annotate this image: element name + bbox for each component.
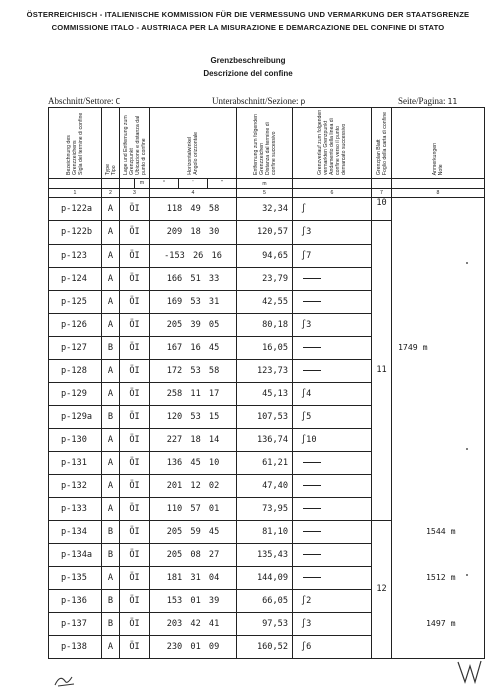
straight-line-icon (303, 554, 321, 555)
section-label: Abschnitt/Settore: (48, 96, 114, 106)
table-row (49, 198, 485, 221)
boundary-course (293, 451, 372, 474)
marker-position: ÖI (120, 221, 150, 245)
marker-position: ÖI (120, 613, 150, 636)
course-symbol: ∫ (301, 204, 307, 214)
marker-position: ÖI (120, 451, 150, 474)
horizontal-angle: 201 12 02 (150, 474, 237, 497)
straight-line-icon (303, 508, 321, 509)
marker-position: ÖI (120, 359, 150, 382)
distance-next: 123,73 (237, 359, 293, 382)
horizontal-angle: 205 08 27 (150, 544, 237, 567)
marker-id: p-134 (49, 520, 102, 544)
distance-next: 73,95 (237, 497, 293, 520)
marker-type: A (102, 313, 120, 336)
horizontal-angle: 230 01 09 (150, 636, 237, 659)
course-symbol: ∫5 (301, 411, 312, 422)
commission-header-it: COMMISSIONE ITALO - AUSTRIACA PER LA MISURAZIONE E DEMARCAZIONE DEL CONFINE DI STATO (51, 23, 445, 32)
marker-type: A (102, 567, 120, 590)
marker-position: ÖI (120, 544, 150, 567)
horizontal-angle: 209 18 30 (150, 221, 237, 245)
boundary-course (293, 198, 372, 221)
commission-header-de: ÖSTERREICHISCH - ITALIENISCHE KOMMISSION FÜR DIE VERMESSUNG UND VERMARKUNG DER STAATSGRENZE (26, 10, 470, 19)
boundary-course (293, 244, 372, 267)
boundary-table (48, 107, 485, 659)
document-title-de: Grenzbeschreibung (210, 56, 286, 65)
horizontal-angle: 227 18 14 (150, 428, 237, 451)
horizontal-angle: 169 53 31 (150, 290, 237, 313)
course-symbol: ∫3 (301, 319, 312, 330)
distance-next: 42,55 (237, 290, 293, 313)
col-header-sheet: Grenzplan Blatt Foglio della carta di confine (372, 108, 392, 179)
boundary-course (293, 428, 372, 451)
distance-next: 160,52 (237, 636, 293, 659)
marker-type: B (102, 520, 120, 544)
marker-position: ÖI (120, 382, 150, 405)
distance-next: 16,05 (237, 336, 293, 359)
marker-id: p-122b (49, 221, 102, 245)
horizontal-angle: 203 42 41 (150, 613, 237, 636)
marker-type: B (102, 544, 120, 567)
distance-note: 1512 m (426, 572, 456, 582)
horizontal-angle: 153 01 39 (150, 590, 237, 613)
distance-next: 120,57 (237, 221, 293, 245)
marker-position: ÖI (120, 267, 150, 290)
boundary-course (293, 590, 372, 613)
page-field (398, 96, 457, 106)
page-label: Seite/Pagina: (398, 96, 446, 106)
distance-next: 45,13 (237, 382, 293, 405)
horizontal-angle: 258 11 17 (150, 382, 237, 405)
marker-type: A (102, 198, 120, 221)
distance-next: 61,21 (237, 451, 293, 474)
boundary-course (293, 544, 372, 567)
margin-dot (466, 262, 468, 264)
marker-type: A (102, 451, 120, 474)
boundary-course (293, 613, 372, 636)
marker-id: p-129 (49, 382, 102, 405)
col-header-position: Lage und Entfernung zum Grenzpunkt Ubicazione e distanza dal punto di confine (120, 108, 150, 179)
unit-distance: m (237, 179, 293, 189)
marker-position: ÖI (120, 336, 150, 359)
horizontal-angle: 181 31 04 (150, 567, 237, 590)
marker-id: p-125 (49, 290, 102, 313)
page-value: 11 (447, 97, 458, 106)
horizontal-angle: 166 51 33 (150, 267, 237, 290)
document-title-it: Descrizione del confine (203, 69, 293, 78)
marker-position: ÖI (120, 428, 150, 451)
marker-position: ÖI (120, 567, 150, 590)
marker-id: p-133 (49, 497, 102, 520)
distance-next: 107,53 (237, 405, 293, 428)
marker-position: ÖI (120, 313, 150, 336)
marker-position: ÖI (120, 290, 150, 313)
boundary-course (293, 474, 372, 497)
boundary-course (293, 313, 372, 336)
distance-next: 32,34 (237, 198, 293, 221)
boundary-course (293, 497, 372, 520)
boundary-course (293, 290, 372, 313)
section-value: C (115, 97, 121, 106)
course-symbol: ∫4 (301, 388, 312, 399)
subsection-value: p (300, 97, 306, 106)
col-header-notes: Anmerkungen Note (392, 108, 485, 179)
marker-id: p-138 (49, 636, 102, 659)
margin-dot (466, 448, 468, 450)
horizontal-angle: 136 45 10 (150, 451, 237, 474)
column-header-row (49, 108, 485, 179)
course-symbol: ∫3 (301, 619, 312, 629)
distance-next: 144,09 (237, 567, 293, 590)
straight-line-icon (303, 347, 321, 348)
boundary-course (293, 267, 372, 290)
course-symbol: ∫2 (301, 596, 312, 606)
horizontal-angle: 172 53 58 (150, 359, 237, 382)
marker-type: A (102, 359, 120, 382)
boundary-course (293, 636, 372, 659)
distance-note: 1749 m (398, 342, 428, 352)
column-number-row: 1 2 3 4 5 6 7 8 (49, 189, 485, 198)
straight-line-icon (303, 462, 321, 463)
subsection-field (212, 96, 305, 106)
marker-id: p-128 (49, 359, 102, 382)
col-header-course: Grenzverlauf zum folgenden vermarkten Grenzpunkt Andamento della linea di confine verso il punto demarcato successivo (293, 108, 372, 179)
distance-next: 81,10 (237, 520, 293, 544)
marker-type: A (102, 221, 120, 245)
marker-type: B (102, 613, 120, 636)
col-header-type: Type Tipo (102, 108, 120, 179)
marker-id: p-132 (49, 474, 102, 497)
distance-next: 66,05 (237, 590, 293, 613)
boundary-course (293, 336, 372, 359)
units-row (49, 179, 485, 189)
straight-line-icon (303, 301, 321, 302)
col-header-distance: Entfernung zum folgenden Grenzzeichen Distanza dal termine di confine successivo (237, 108, 293, 179)
horizontal-angle: 205 59 45 (150, 520, 237, 544)
unit-angle: ° ' '' (150, 179, 237, 189)
horizontal-angle: 120 53 15 (150, 405, 237, 428)
marker-type: A (102, 382, 120, 405)
distance-next: 136,74 (237, 428, 293, 451)
marker-position: ÖI (120, 497, 150, 520)
marker-id: p-127 (49, 336, 102, 359)
marker-position: ÖI (120, 520, 150, 544)
distance-note: 1544 m (426, 526, 456, 536)
subsection-label: Unterabschnitt/Sezione: (212, 96, 299, 106)
marker-id: p-126 (49, 313, 102, 336)
col-header-angle: Horizontalwinkel Angolo orizzontale (150, 108, 237, 179)
horizontal-angle: 118 49 58 (150, 198, 237, 221)
marker-type: A (102, 244, 120, 267)
marker-id: p-129a (49, 405, 102, 428)
marker-type: B (102, 590, 120, 613)
marker-type: A (102, 497, 120, 520)
handwritten-mark-left (52, 672, 78, 688)
boundary-course (293, 520, 372, 544)
marker-id: p-136 (49, 590, 102, 613)
marker-type: A (102, 428, 120, 451)
marker-id: p-122a (49, 198, 102, 221)
distance-next: 97,53 (237, 613, 293, 636)
marker-position: ÖI (120, 405, 150, 428)
straight-line-icon (303, 485, 321, 486)
boundary-rows (49, 198, 485, 659)
horizontal-angle: -153 26 16 (150, 244, 237, 267)
marker-id: p-137 (49, 613, 102, 636)
horizontal-angle: 167 16 45 (150, 336, 237, 359)
course-symbol: ∫10 (301, 434, 317, 445)
marker-position: ÖI (120, 590, 150, 613)
boundary-course (293, 567, 372, 590)
horizontal-angle: 205 39 05 (150, 313, 237, 336)
marker-type: A (102, 290, 120, 313)
col-header-marker: Bezeichnung des Grenzzeichens Sigla del termine di confine (49, 108, 102, 179)
distance-note: 1497 m (426, 618, 456, 628)
marker-id: p-134a (49, 544, 102, 567)
course-symbol: ∫7 (301, 250, 312, 261)
marker-type: A (102, 474, 120, 497)
boundary-course (293, 405, 372, 428)
marker-type: B (102, 405, 120, 428)
marker-position: ÖI (120, 474, 150, 497)
course-symbol: ∫3 (301, 227, 312, 238)
straight-line-icon (303, 531, 321, 532)
boundary-course (293, 359, 372, 382)
horizontal-angle: 110 57 01 (150, 497, 237, 520)
marker-type: A (102, 636, 120, 659)
boundary-course (293, 221, 372, 245)
handwritten-initials-right (455, 658, 485, 686)
marker-id: p-135 (49, 567, 102, 590)
notes-column (392, 198, 485, 659)
sheet-number: 10 (372, 198, 392, 221)
distance-next: 23,79 (237, 267, 293, 290)
marker-position: ÖI (120, 244, 150, 267)
marker-id: p-130 (49, 428, 102, 451)
margin-dot (466, 574, 468, 576)
distance-next: 80,18 (237, 313, 293, 336)
marker-position: ÖI (120, 636, 150, 659)
straight-line-icon (303, 370, 321, 371)
unit-position: m (120, 179, 150, 189)
course-symbol: ∫6 (301, 642, 312, 652)
straight-line-icon (303, 577, 321, 578)
marker-id: p-124 (49, 267, 102, 290)
sheet-number: 12 (372, 520, 392, 659)
distance-next: 47,40 (237, 474, 293, 497)
straight-line-icon (303, 278, 321, 279)
distance-next: 94,65 (237, 244, 293, 267)
section-field (48, 96, 120, 106)
marker-id: p-123 (49, 244, 102, 267)
marker-type: A (102, 267, 120, 290)
marker-position: ÖI (120, 198, 150, 221)
marker-type: B (102, 336, 120, 359)
boundary-course (293, 382, 372, 405)
sheet-number: 11 (372, 221, 392, 521)
marker-id: p-131 (49, 451, 102, 474)
distance-next: 135,43 (237, 544, 293, 567)
